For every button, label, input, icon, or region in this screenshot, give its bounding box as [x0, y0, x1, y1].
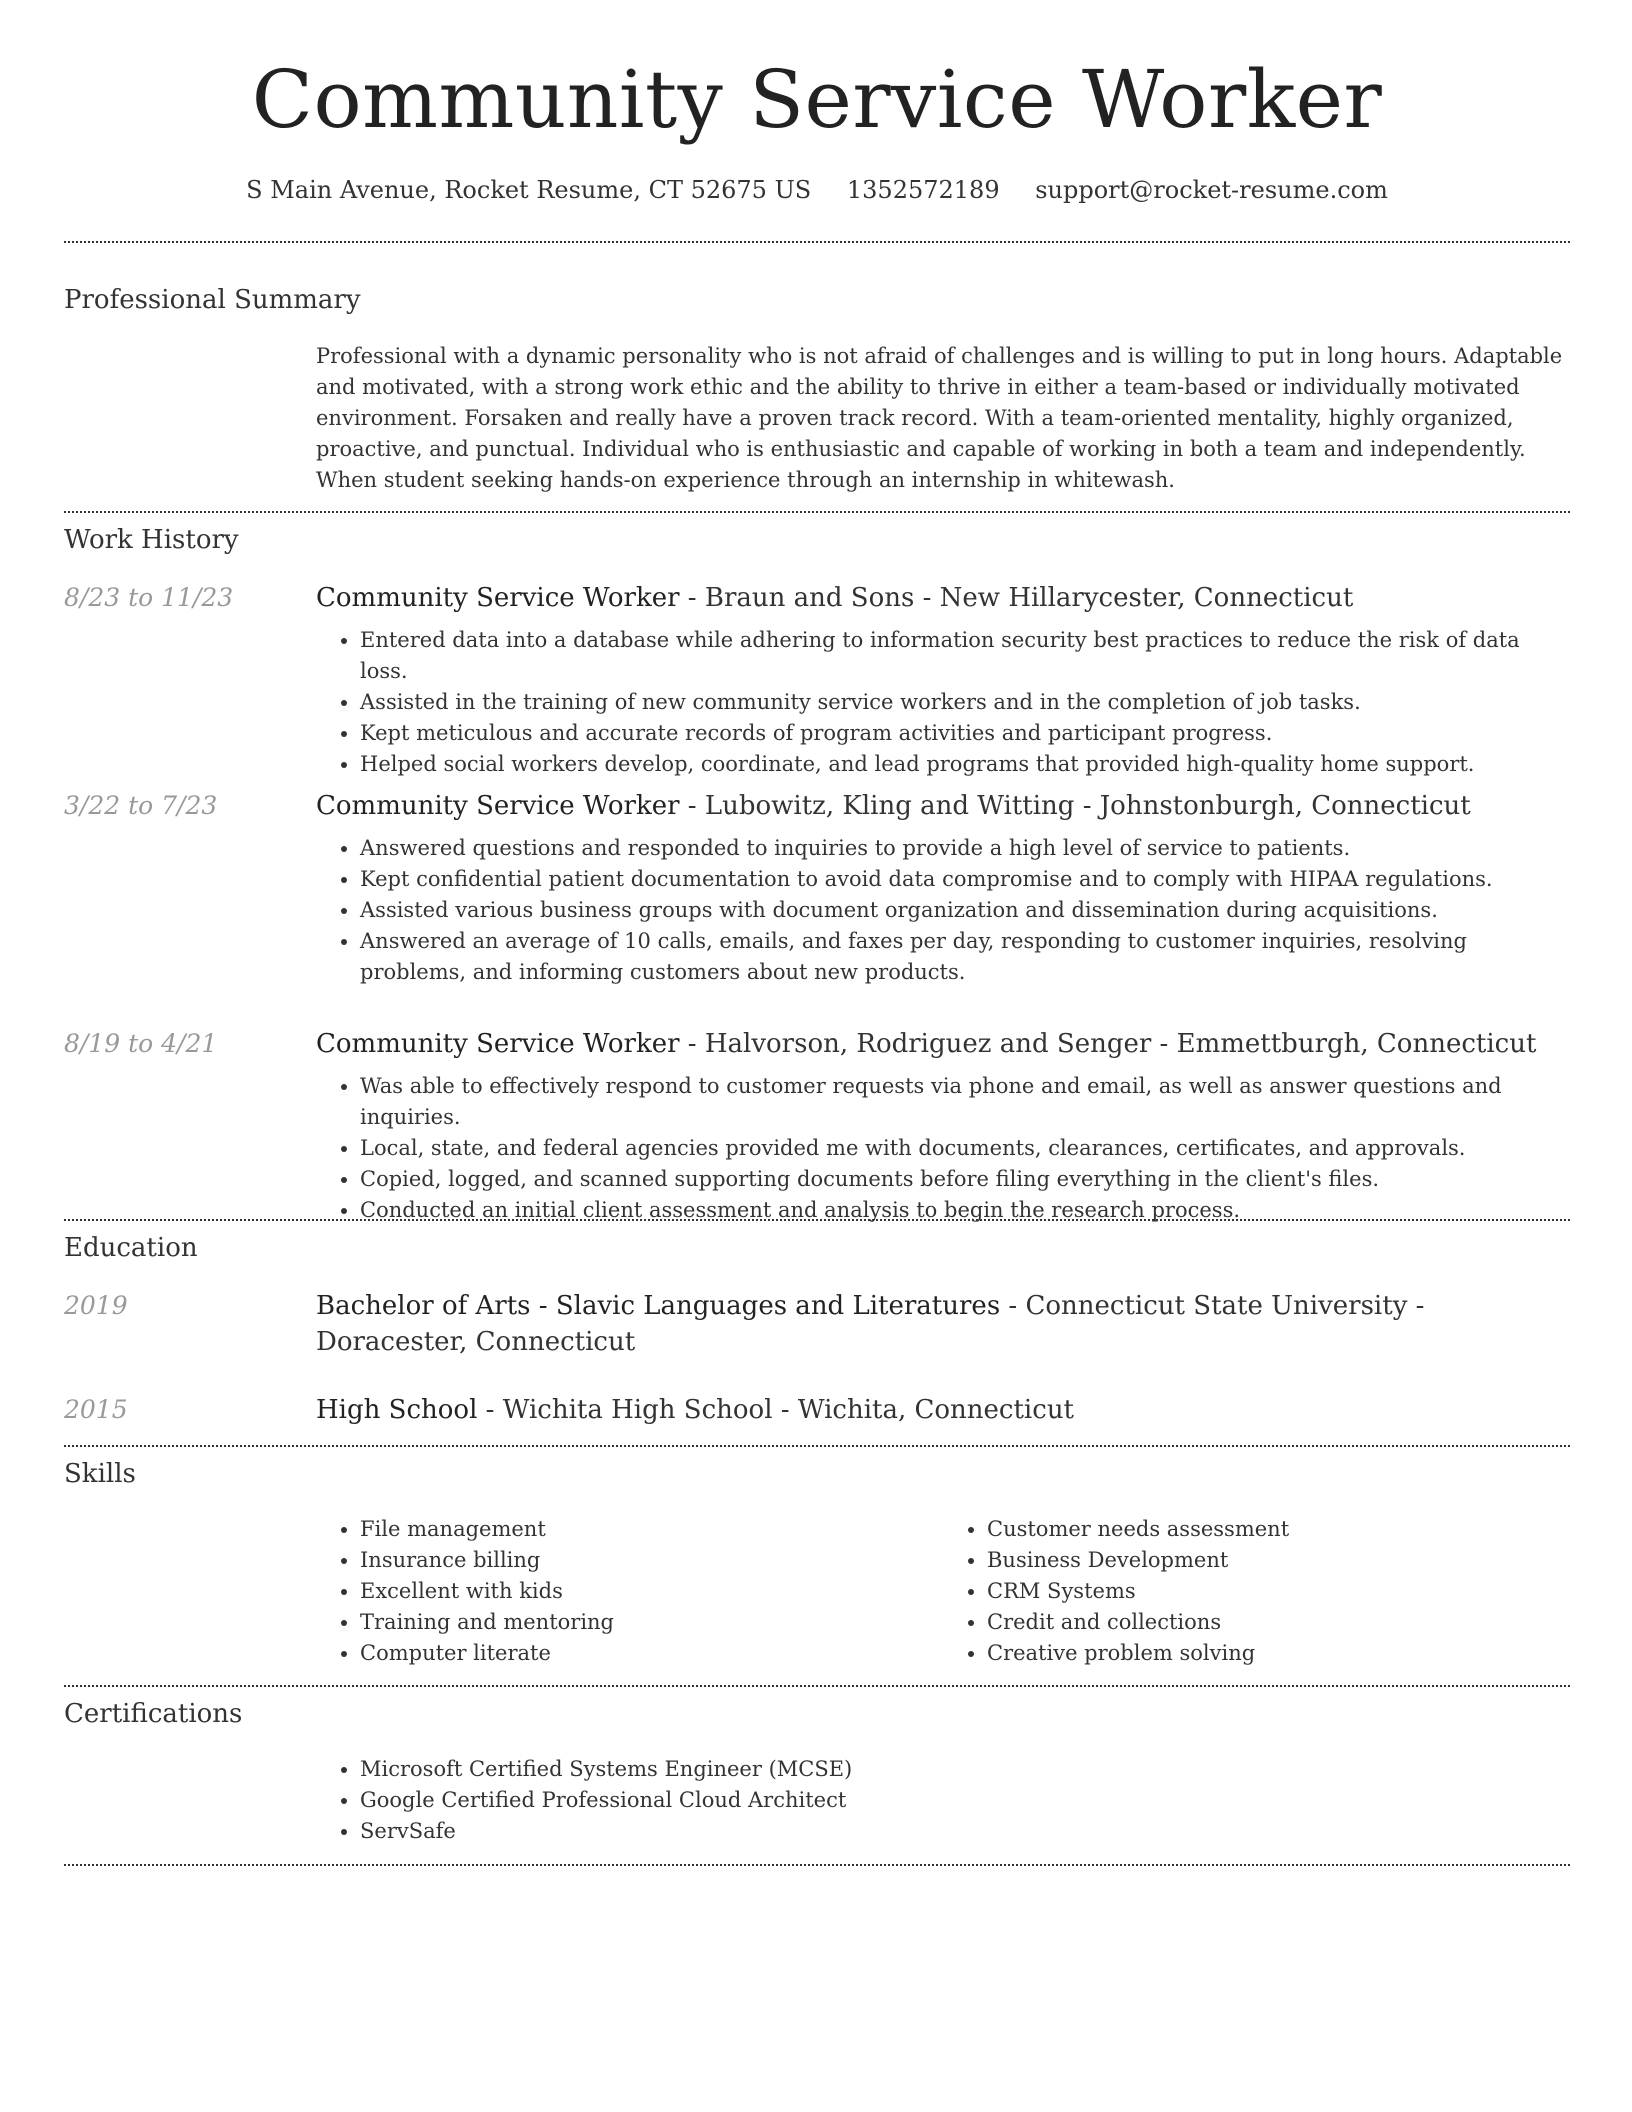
section-title-work: Work History	[64, 525, 239, 555]
contact-address: S Main Avenue, Rocket Resume, CT 52675 US	[246, 176, 812, 204]
list-item: • Creative problem solving	[987, 1638, 1570, 1669]
list-item: • File management	[360, 1514, 943, 1545]
list-item: • Was able to effectively respond to customer requests via phone and email, as well as answer questions and inquiries.	[360, 1071, 1570, 1133]
job-details: - Lubowitz, Kling and Witting - Johnstonburgh, Connecticut	[679, 791, 1471, 821]
contact-phone: 1352572189	[846, 176, 1000, 204]
job-dates: 8/19 to 4/21	[64, 1029, 218, 1058]
list-item: • Answered an average of 10 calls, emails, and faxes per day, responding to customer inquiries, resolving problems, and informing customers about new products.	[360, 926, 1570, 988]
education-degree: Bachelor of Arts - Slavic Languages and Literatures	[316, 1291, 1001, 1321]
list-item: • Assisted in the training of new community service workers and in the completion of job tasks.	[360, 687, 1570, 718]
list-item: • Kept confidential patient documentation to avoid data compromise and to comply with HIPAA regulations.	[360, 864, 1570, 895]
job-entry	[316, 1026, 1570, 1226]
skills-column-left	[316, 1514, 943, 1669]
job-dates: 3/22 to 7/23	[64, 791, 218, 820]
job-bullets	[316, 1071, 1570, 1226]
list-item: • Entered data into a database while adhering to information security best practices to reduce the risk of data loss.	[360, 625, 1570, 687]
list-item: • CRM Systems	[987, 1576, 1570, 1607]
certifications-bullets	[316, 1754, 1570, 1847]
list-item: • Credit and collections	[987, 1607, 1570, 1638]
divider	[64, 511, 1570, 513]
job-role: Community Service Worker	[316, 791, 680, 821]
job-details: - Halvorson, Rodriguez and Senger - Emmettburgh, Connecticut	[679, 1029, 1537, 1059]
list-item: • Business Development	[987, 1545, 1570, 1576]
job-bullets	[316, 625, 1570, 780]
skills-list	[316, 1514, 1570, 1669]
list-item: • Training and mentoring	[360, 1607, 943, 1638]
list-item: • Excellent with kids	[360, 1576, 943, 1607]
divider	[64, 1864, 1570, 1866]
list-item: • Copied, logged, and scanned supporting documents before filing everything in the client's files.	[360, 1164, 1570, 1195]
job-dates: 8/23 to 11/23	[64, 583, 234, 612]
section-title-certifications: Certifications	[64, 1699, 243, 1729]
summary-text: Professional with a dynamic personality who is not afraid of challenges and is willing to put in long hours. Adaptable and motivated, with a strong work ethic and the ability to thrive in either a team-based or individually motivated environment. Forsaken and really have a proven track record. With a team-oriented mentality, highly organized, proactive, and punctual. Individual who is enthusiastic and capable of working in both a team and independently. When student seeking hands-on experience through an internship in whitewash.	[316, 344, 1563, 492]
education-degree: High School	[316, 1395, 478, 1425]
list-item: • Customer needs assessment	[987, 1514, 1570, 1545]
list-item: • Insurance billing	[360, 1545, 943, 1576]
education-entry	[316, 1288, 1570, 1360]
list-item: • Kept meticulous and accurate records of program activities and participant progress.	[360, 718, 1570, 749]
section-title-education: Education	[64, 1233, 198, 1263]
list-item: • Computer literate	[360, 1638, 943, 1669]
list-item: • Conducted an initial client assessment and analysis to begin the research process.	[360, 1195, 1570, 1226]
list-item: • Assisted various business groups with document organization and dissemination during acquisitions.	[360, 895, 1570, 926]
list-item: • Microsoft Certified Systems Engineer (MCSE)	[360, 1754, 1570, 1785]
job-role: Community Service Worker	[316, 583, 680, 613]
job-entry	[316, 580, 1570, 780]
list-item: • Google Certified Professional Cloud Architect	[360, 1785, 1570, 1816]
candidate-name: Community Service Worker	[251, 53, 1383, 146]
job-heading	[316, 580, 1570, 616]
contact-line	[64, 170, 1570, 210]
section-title-skills: Skills	[64, 1459, 136, 1489]
skills-column-right	[943, 1514, 1570, 1669]
section-title-summary: Professional Summary	[64, 285, 361, 315]
job-entry	[316, 788, 1570, 988]
job-heading	[316, 1026, 1570, 1062]
education-details: - Wichita High School - Wichita, Connecticut	[477, 1395, 1075, 1425]
job-heading	[316, 788, 1570, 824]
education-year: 2015	[64, 1395, 128, 1424]
divider	[64, 1219, 1570, 1221]
list-item: • Answered questions and responded to inquiries to provide a high level of service to patients.	[360, 833, 1570, 864]
education-entry	[316, 1392, 1570, 1428]
education-details: - Connecticut State University - Doracester, Connecticut	[316, 1291, 1425, 1357]
list-item: • Helped social workers develop, coordinate, and lead programs that provided high-quality home support.	[360, 749, 1570, 780]
job-details: - Braun and Sons - New Hillarycester, Connecticut	[679, 583, 1354, 613]
list-item: • Local, state, and federal agencies provided me with documents, clearances, certificates, and approvals.	[360, 1133, 1570, 1164]
job-role: Community Service Worker	[316, 1029, 680, 1059]
divider	[64, 1685, 1570, 1687]
contact-email: support@rocket-resume.com	[1035, 176, 1388, 204]
divider	[64, 241, 1570, 243]
certifications-list	[316, 1754, 1570, 1847]
education-year: 2019	[64, 1291, 128, 1320]
list-item: • ServSafe	[360, 1816, 1570, 1847]
job-bullets	[316, 833, 1570, 988]
divider	[64, 1445, 1570, 1447]
